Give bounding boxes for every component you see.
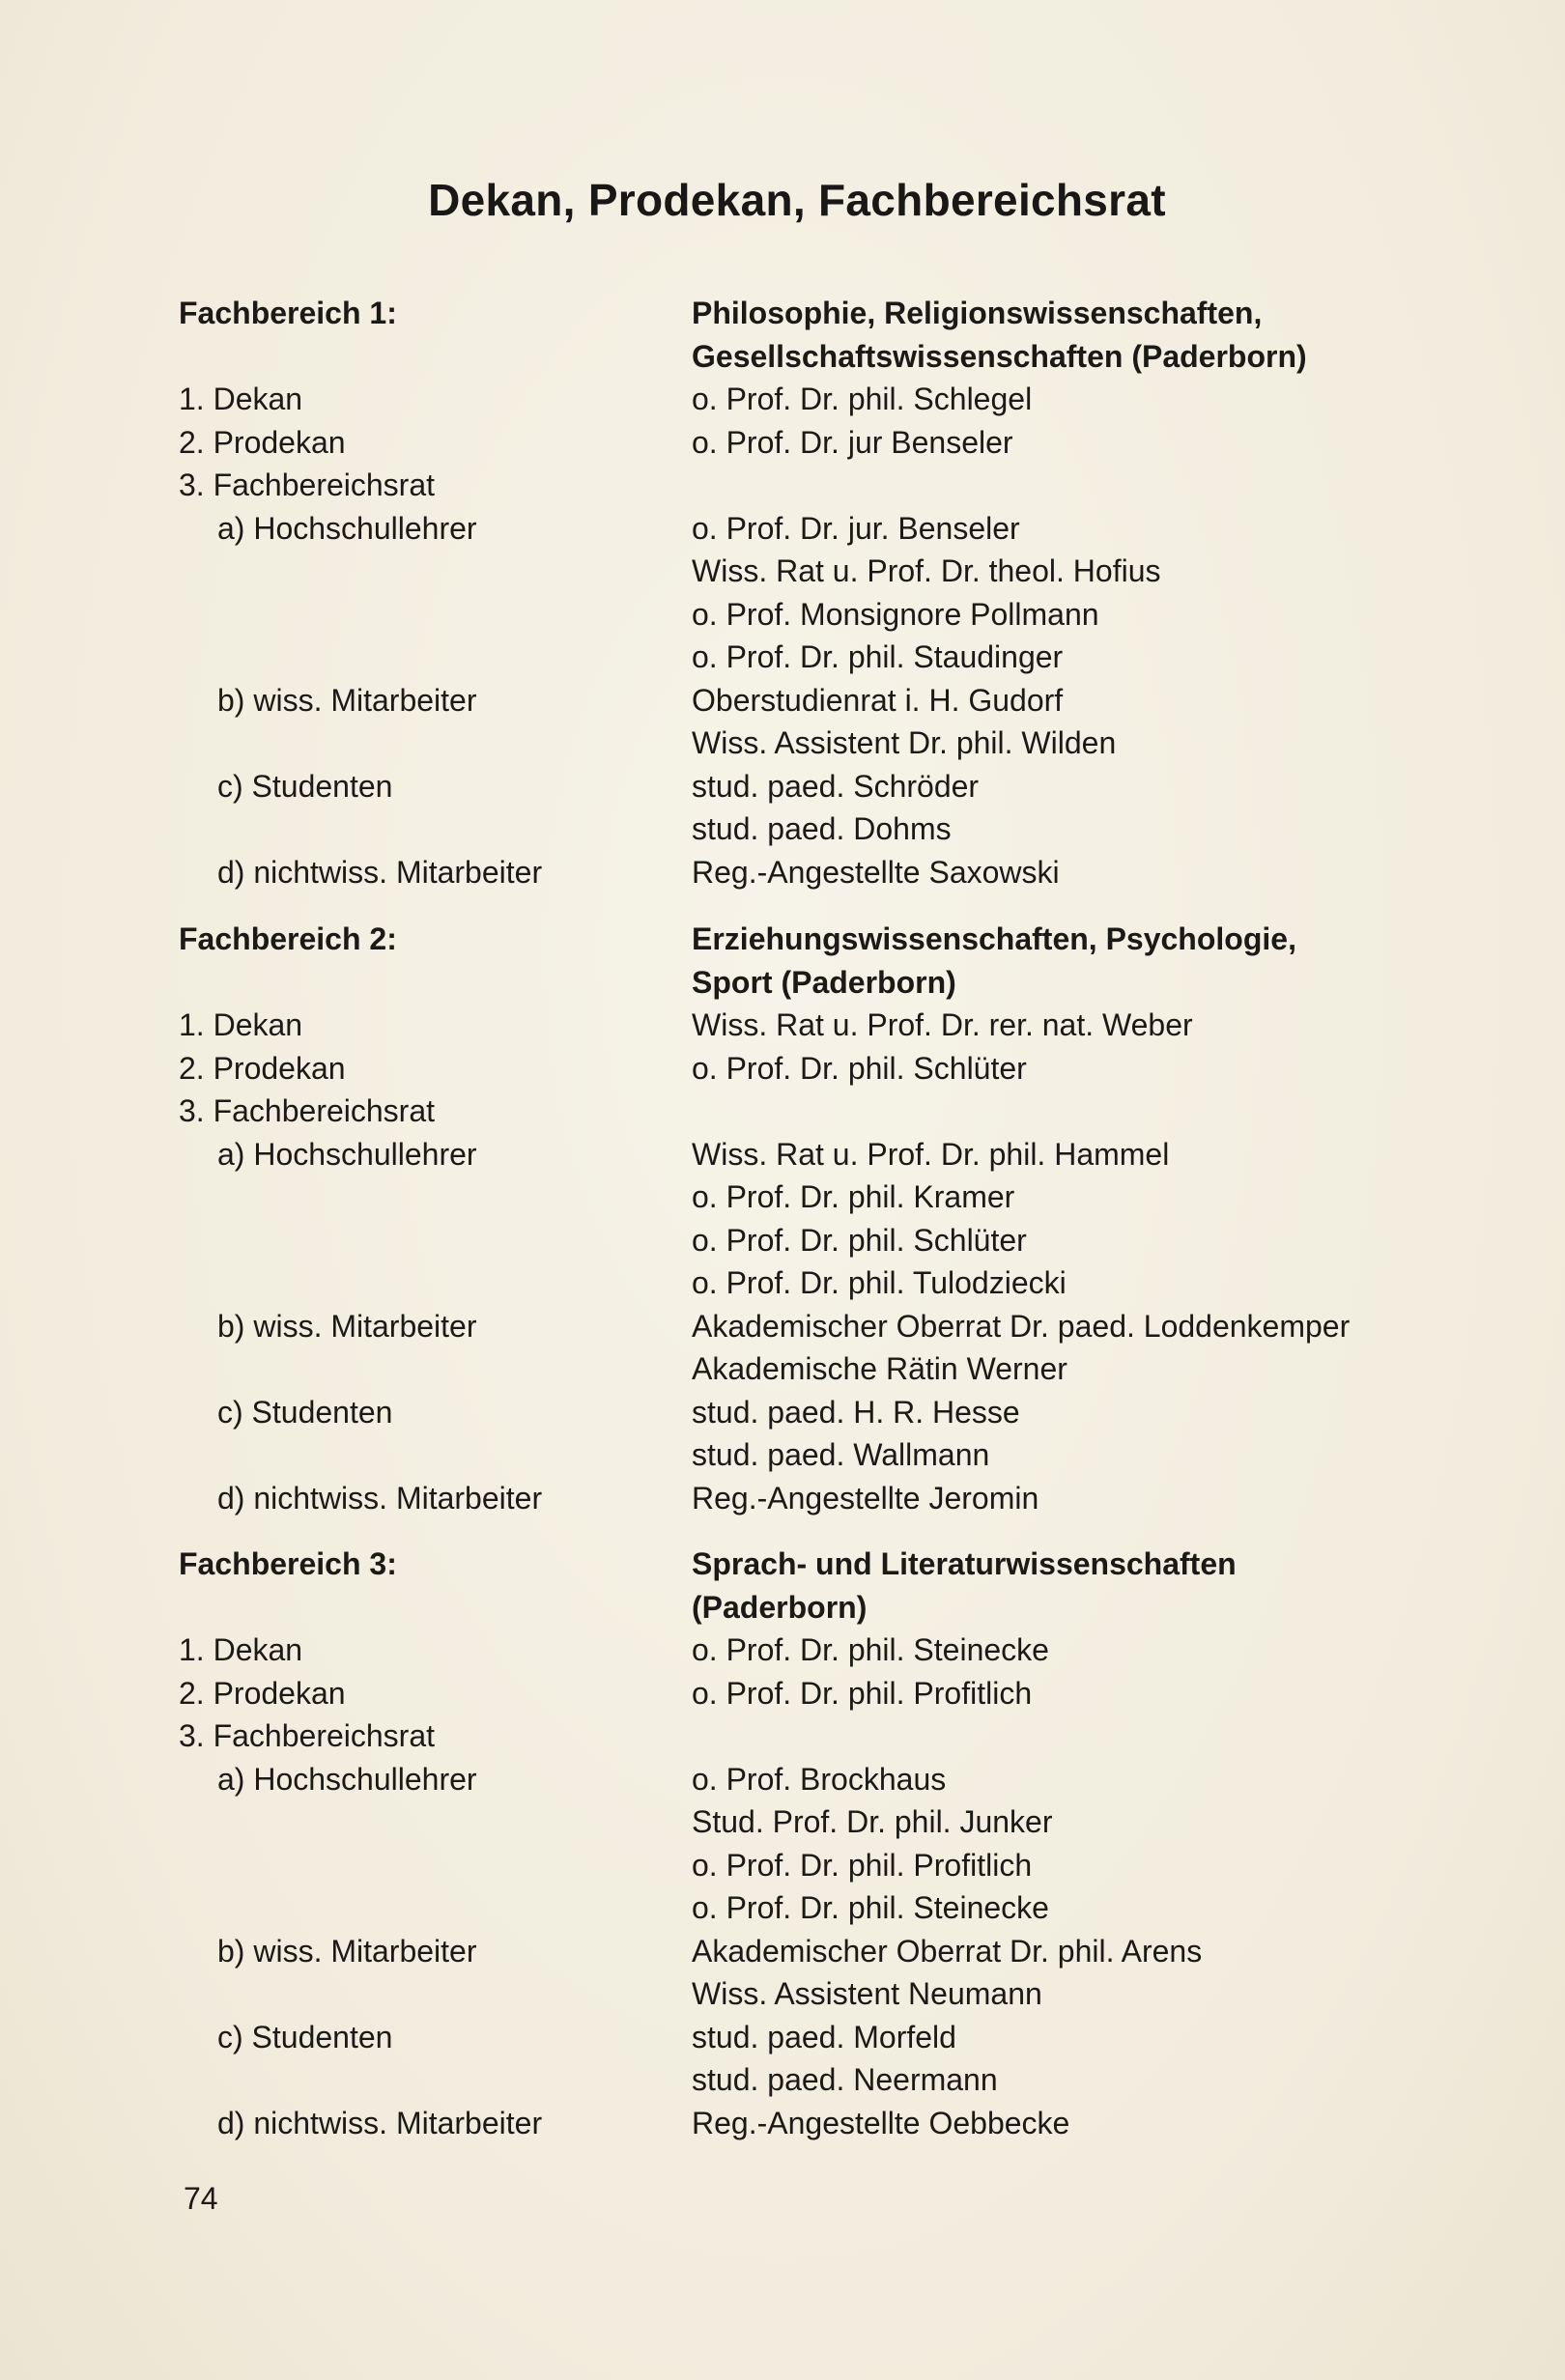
member-name: o. Prof. Brockhaus xyxy=(692,1761,947,1797)
section-header-row xyxy=(0,335,1565,379)
wiss-mitarbeiter-label: b) wiss. Mitarbeiter xyxy=(217,1933,477,1969)
prodekan-name: o. Prof. Dr. jur Benseler xyxy=(692,424,1013,460)
member-row xyxy=(0,1844,1565,1887)
studenten-row xyxy=(0,2016,1565,2059)
member-name: o. Prof. Monsignore Pollmann xyxy=(692,596,1099,632)
section-header-row xyxy=(0,961,1565,1005)
nichtwiss-mitarbeiter-row xyxy=(0,851,1565,894)
member-row xyxy=(0,722,1565,765)
member-row xyxy=(0,1800,1565,1844)
dekan-label: 1. Dekan xyxy=(179,382,303,416)
member-name: o. Prof. Dr. phil. Profitlich xyxy=(692,1847,1033,1883)
member-name: stud. paed. Neermann xyxy=(692,2062,998,2097)
member-name: Wiss. Assistent Dr. phil. Wilden xyxy=(692,725,1117,760)
member-name: o. Prof. Dr. phil. Schlüter xyxy=(692,1222,1027,1258)
prodekan-name: o. Prof. Dr. phil. Schlüter xyxy=(692,1050,1027,1086)
member-name: Reg.-Angestellte Oebbecke xyxy=(692,2105,1070,2140)
section-name-line: Philosophie, Religionswissenschaften, xyxy=(692,296,1263,330)
member-name: o. Prof. Dr. phil. Kramer xyxy=(692,1179,1015,1214)
member-row xyxy=(0,2058,1565,2102)
member-row xyxy=(0,1347,1565,1391)
member-row xyxy=(0,1433,1565,1477)
member-row xyxy=(0,593,1565,637)
prodekan-row xyxy=(0,421,1565,465)
studenten-row xyxy=(0,1391,1565,1434)
hochschullehrer-label: a) Hochschullehrer xyxy=(217,1761,477,1797)
member-name: Akademischer Oberrat Dr. paed. Loddenkemper xyxy=(692,1308,1351,1344)
fachbereichsrat-row xyxy=(0,1090,1565,1133)
member-name: Wiss. Rat u. Prof. Dr. theol. Hofius xyxy=(692,553,1161,588)
section-label: Fachbereich 3: xyxy=(179,1546,397,1581)
wiss-mitarbeiter-row xyxy=(0,1930,1565,1973)
wiss-mitarbeiter-label: b) wiss. Mitarbeiter xyxy=(217,1308,477,1344)
dekan-row xyxy=(0,1004,1565,1047)
page-title: Dekan, Prodekan, Fachbereichsrat xyxy=(428,175,1166,225)
section-fachbereich-1 xyxy=(0,292,1565,893)
hochschullehrer-row xyxy=(0,1758,1565,1801)
fachbereichsrat-label: 3. Fachbereichsrat xyxy=(179,1718,436,1753)
member-name: o. Prof. Dr. phil. Tulodziecki xyxy=(692,1265,1067,1300)
member-name: Akademischer Oberrat Dr. phil. Arens xyxy=(692,1933,1203,1969)
section-label: Fachbereich 1: xyxy=(179,296,397,330)
member-row xyxy=(0,1176,1565,1219)
page-number: 74 xyxy=(184,2181,218,2216)
prodekan-label: 2. Prodekan xyxy=(179,424,346,460)
fachbereichsrat-row xyxy=(0,464,1565,507)
member-name: Reg.-Angestellte Saxowski xyxy=(692,854,1060,890)
member-name: stud. paed. Morfeld xyxy=(692,2019,956,2054)
wiss-mitarbeiter-row xyxy=(0,679,1565,722)
section-label: Fachbereich 2: xyxy=(179,921,397,956)
fachbereichsrat-row xyxy=(0,1714,1565,1758)
studenten-label: c) Studenten xyxy=(217,768,393,804)
fachbereichsrat-label: 3. Fachbereichsrat xyxy=(179,1093,436,1128)
studenten-label: c) Studenten xyxy=(217,2019,393,2054)
section-header-row xyxy=(0,292,1565,335)
section-fachbereich-2 xyxy=(0,918,1565,1519)
section-header-row xyxy=(0,1586,1565,1629)
section-name-line: (Paderborn) xyxy=(692,1589,868,1625)
member-name: stud. paed. Wallmann xyxy=(692,1437,990,1472)
studenten-label: c) Studenten xyxy=(217,1394,393,1430)
studenten-row xyxy=(0,765,1565,808)
member-row xyxy=(0,636,1565,679)
member-row xyxy=(0,1886,1565,1930)
member-name: Reg.-Angestellte Jeromin xyxy=(692,1480,1039,1516)
prodekan-label: 2. Prodekan xyxy=(179,1050,346,1086)
prodekan-row xyxy=(0,1047,1565,1091)
member-row xyxy=(0,1261,1565,1305)
hochschullehrer-row xyxy=(0,1133,1565,1176)
hochschullehrer-label: a) Hochschullehrer xyxy=(217,1136,477,1172)
dekan-label: 1. Dekan xyxy=(179,1632,303,1667)
dekan-name: o. Prof. Dr. phil. Steinecke xyxy=(692,1632,1049,1667)
member-name: Oberstudienrat i. H. Gudorf xyxy=(692,682,1064,718)
hochschullehrer-row xyxy=(0,507,1565,551)
fachbereichsrat-label: 3. Fachbereichsrat xyxy=(179,468,436,502)
member-name: o. Prof. Dr. jur. Benseler xyxy=(692,510,1020,546)
nichtwiss-mitarbeiter-row xyxy=(0,2102,1565,2145)
member-row xyxy=(0,808,1565,851)
prodekan-row xyxy=(0,1672,1565,1715)
member-row xyxy=(0,1219,1565,1262)
member-name: Wiss. Assistent Neumann xyxy=(692,1976,1042,2011)
nichtwiss-mitarbeiter-label: d) nichtwiss. Mitarbeiter xyxy=(217,854,543,890)
member-name: stud. paed. Schröder xyxy=(692,768,980,804)
nichtwiss-mitarbeiter-row xyxy=(0,1477,1565,1520)
section-name-line: Sprach- und Literaturwissenschaften xyxy=(692,1546,1237,1581)
member-name: Stud. Prof. Dr. phil. Junker xyxy=(692,1804,1053,1839)
section-name-line: Erziehungswissenschaften, Psychologie, xyxy=(692,921,1296,956)
section-name-line: Sport (Paderborn) xyxy=(692,964,956,1000)
section-header-row xyxy=(0,1543,1565,1586)
member-name: Wiss. Rat u. Prof. Dr. phil. Hammel xyxy=(692,1136,1170,1172)
wiss-mitarbeiter-label: b) wiss. Mitarbeiter xyxy=(217,682,477,718)
member-row xyxy=(0,1972,1565,2016)
wiss-mitarbeiter-row xyxy=(0,1305,1565,1348)
section-fachbereich-3 xyxy=(0,1543,1565,2144)
hochschullehrer-label: a) Hochschullehrer xyxy=(217,510,477,546)
member-name: stud. paed. Dohms xyxy=(692,811,952,846)
section-header-row xyxy=(0,918,1565,961)
dekan-name: Wiss. Rat u. Prof. Dr. rer. nat. Weber xyxy=(692,1007,1193,1042)
dekan-row xyxy=(0,378,1565,421)
section-name-line: Gesellschaftswissenschaften (Paderborn) xyxy=(692,338,1307,374)
member-name: stud. paed. H. R. Hesse xyxy=(692,1394,1020,1430)
dekan-row xyxy=(0,1629,1565,1672)
dekan-label: 1. Dekan xyxy=(179,1007,303,1042)
prodekan-name: o. Prof. Dr. phil. Profitlich xyxy=(692,1675,1033,1711)
nichtwiss-mitarbeiter-label: d) nichtwiss. Mitarbeiter xyxy=(217,1480,543,1516)
member-name: Akademische Rätin Werner xyxy=(692,1351,1067,1386)
member-name: o. Prof. Dr. phil. Staudinger xyxy=(692,639,1064,674)
nichtwiss-mitarbeiter-label: d) nichtwiss. Mitarbeiter xyxy=(217,2105,543,2140)
prodekan-label: 2. Prodekan xyxy=(179,1675,346,1711)
member-row xyxy=(0,550,1565,593)
dekan-name: o. Prof. Dr. phil. Schlegel xyxy=(692,382,1033,416)
member-name: o. Prof. Dr. phil. Steinecke xyxy=(692,1890,1049,1925)
